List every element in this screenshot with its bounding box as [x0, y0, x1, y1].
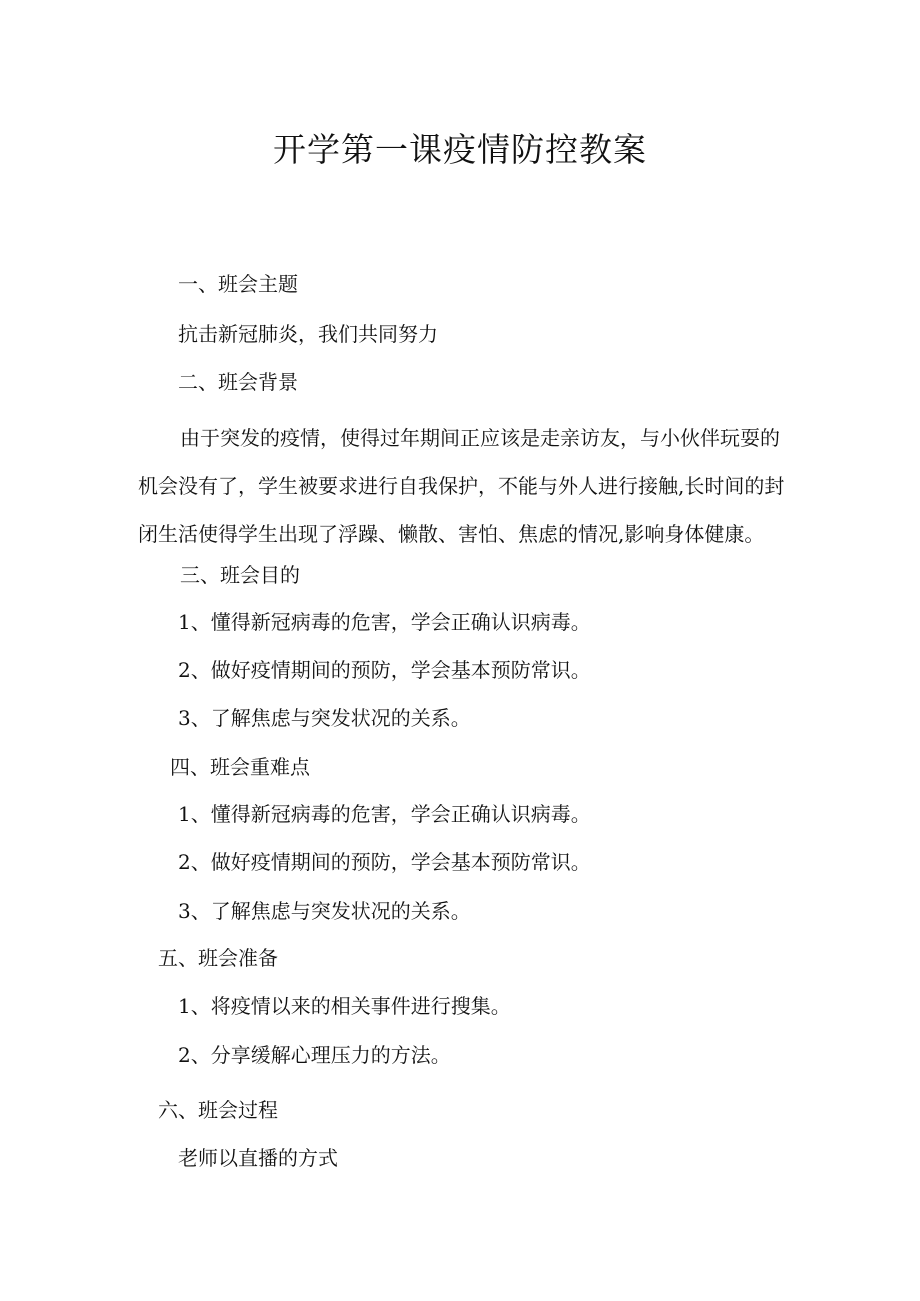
- paragraph-line: 由于突发的疫情，使得过年期间正应该是走亲访友，与小伙伴玩耍的: [180, 426, 780, 450]
- document-title: 开学第一课疫情防控教案: [273, 130, 647, 169]
- list-item: 1、懂得新冠病毒的危害，学会正确认识病毒。: [178, 610, 591, 634]
- list-item: 2、分享缓解心理压力的方法。: [178, 1043, 451, 1067]
- process-content: 老师以直播的方式: [178, 1146, 338, 1170]
- list-item: 2、做好疫情期间的预防，学会基本预防常识。: [178, 850, 591, 874]
- section-heading-theme: 一、班会主题: [178, 272, 298, 296]
- section-heading-preparation: 五、班会准备: [158, 946, 278, 970]
- section-heading-process: 六、班会过程: [158, 1098, 278, 1122]
- list-item: 1、将疫情以来的相关事件进行搜集。: [178, 994, 511, 1018]
- section-heading-purpose: 三、班会目的: [180, 563, 300, 587]
- list-item: 3、了解焦虑与突发状况的关系。: [178, 706, 471, 730]
- section-heading-background: 二、班会背景: [178, 370, 298, 394]
- paragraph-line: 闭生活使得学生出现了浮躁、懒散、害怕、焦虑的情况,影响身体健康。: [138, 522, 765, 546]
- list-item: 1、懂得新冠病毒的危害，学会正确认识病毒。: [178, 802, 591, 826]
- theme-content: 抗击新冠肺炎，我们共同努力: [178, 322, 438, 346]
- list-item: 3、了解焦虑与突发状况的关系。: [178, 899, 471, 923]
- section-heading-key-points: 四、班会重难点: [170, 755, 310, 779]
- paragraph-line: 机会没有了，学生被要求进行自我保护，不能与外人进行接触,长时间的封: [138, 474, 785, 498]
- list-item: 2、做好疫情期间的预防，学会基本预防常识。: [178, 658, 591, 682]
- background-paragraph: [138, 414, 788, 558]
